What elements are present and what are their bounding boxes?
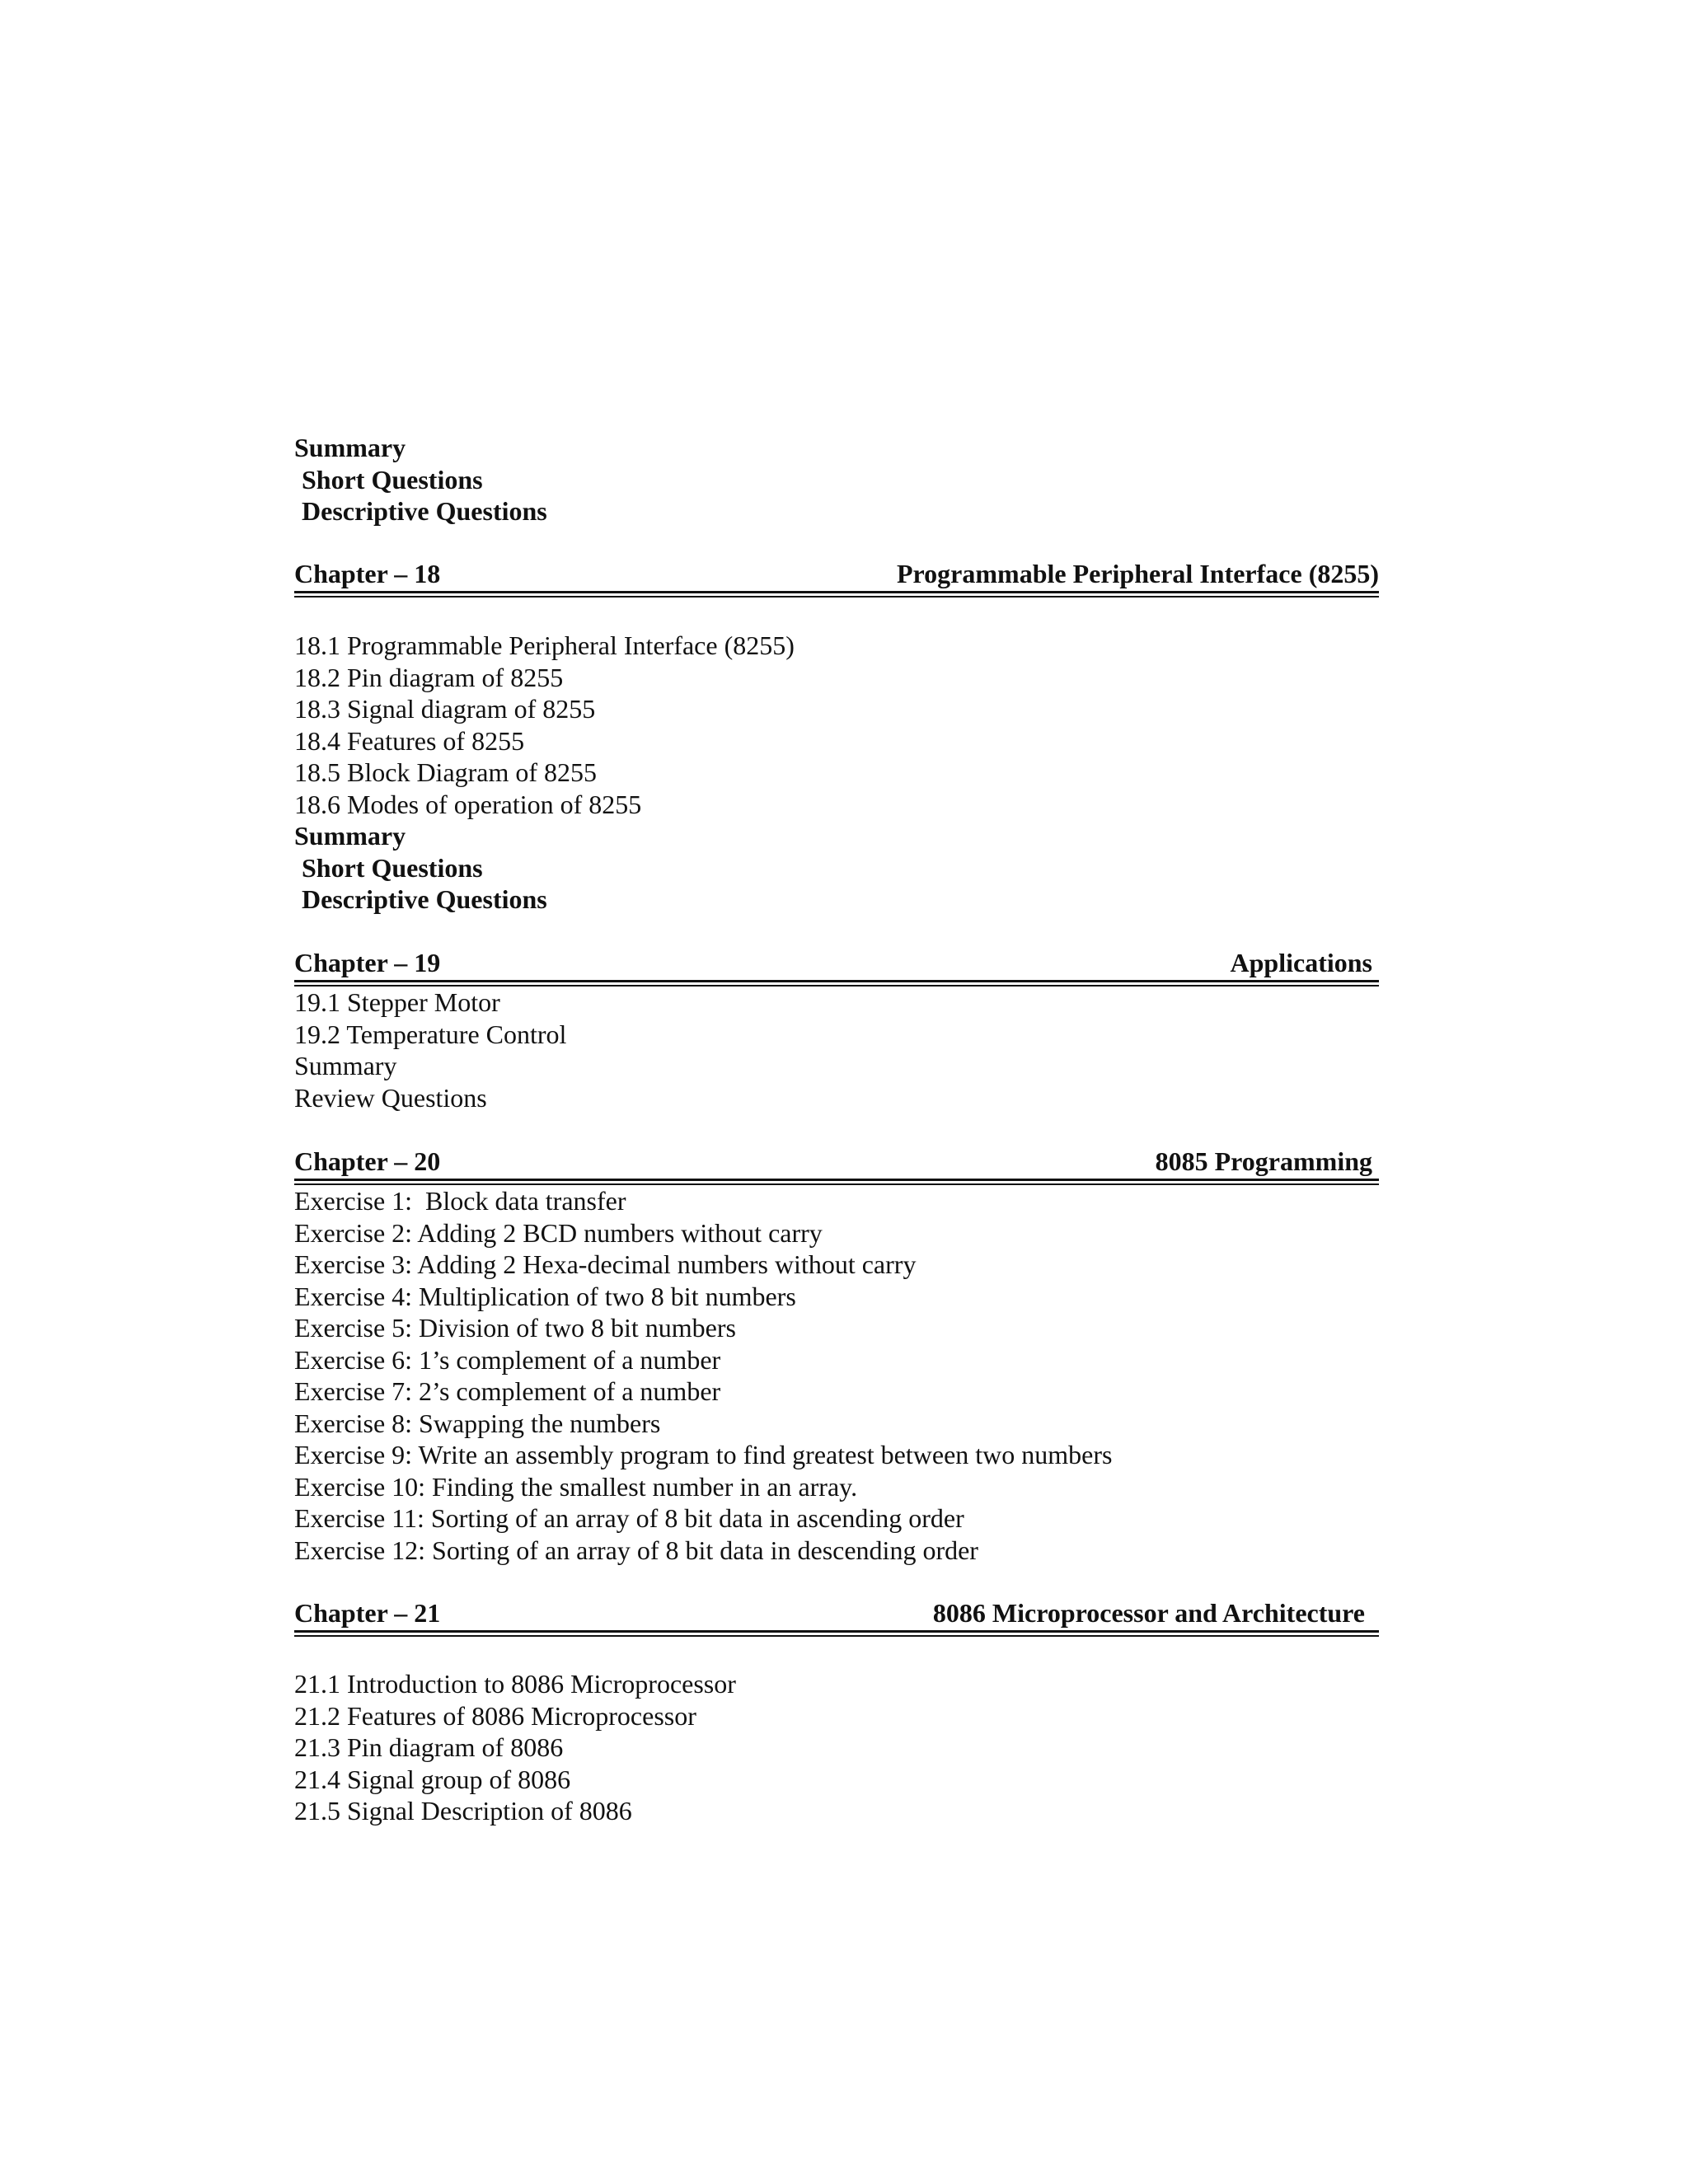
list-item: Summary [294, 1051, 397, 1080]
list-item: 21.4 Signal group of 8086 [294, 1764, 571, 1794]
divider [294, 591, 1379, 598]
chapter-title: Applications [1230, 948, 1372, 977]
chapter-19-heading [294, 946, 1379, 979]
chapter-title: 8086 Microprocessor and Architecture [932, 1598, 1365, 1628]
chapter-19-items [294, 987, 1379, 1113]
list-item: Exercise 7: 2’s complement of a number [294, 1376, 721, 1406]
list-item: Exercise 4: Multiplication of two 8 bit numbers [294, 1281, 796, 1311]
chapter-18-heading [294, 557, 1379, 590]
short-questions-heading: Short Questions [302, 852, 483, 883]
summary-heading: Summary [294, 433, 406, 462]
list-item: Review Questions [294, 1082, 487, 1113]
list-item: Exercise 8: Swapping the numbers [294, 1408, 661, 1438]
list-item: Exercise 6: 1’s complement of a number [294, 1344, 721, 1375]
list-item: Exercise 5: Division of two 8 bit numbers [294, 1313, 736, 1343]
list-item: 18.2 Pin diagram of 8255 [294, 662, 564, 692]
chapter-number: Chapter – 19 [294, 948, 441, 977]
chapter-number: Chapter – 18 [294, 559, 441, 588]
list-item: Exercise 2: Adding 2 BCD numbers without carry [294, 1217, 823, 1248]
list-item: Exercise 9: Write an assembly program to find greatest between two numbers [294, 1440, 1113, 1469]
list-item: 18.1 Programmable Peripheral Interface (8255) [294, 630, 795, 660]
chapter-number: Chapter – 20 [294, 1146, 441, 1176]
descriptive-questions-heading: Descriptive Questions [302, 496, 547, 526]
list-item: 21.3 Pin diagram of 8086 [294, 1732, 564, 1762]
list-item: Exercise 3: Adding 2 Hexa-decimal numbers without carry [294, 1249, 917, 1279]
list-item: 19.1 Stepper Motor [294, 987, 500, 1017]
chapter-20-items [294, 1185, 1379, 1566]
divider [294, 980, 1379, 987]
list-item: 18.3 Signal diagram of 8255 [294, 694, 596, 724]
list-item: 21.2 Features of 8086 Microprocessor [294, 1700, 696, 1731]
list-item: Exercise 11: Sorting of an array of 8 bit data in ascending order [294, 1503, 964, 1533]
chapter-number: Chapter – 21 [294, 1598, 441, 1628]
list-item: 19.2 Temperature Control [294, 1019, 567, 1049]
descriptive-questions-heading: Descriptive Questions [302, 884, 547, 914]
chapter-title: 8085 Programming [1155, 1146, 1372, 1176]
prev-chapter-tail [294, 432, 1379, 527]
chapter-20-heading [294, 1145, 1379, 1178]
list-item: 21.5 Signal Description of 8086 [294, 1796, 632, 1825]
chapter-title: Programmable Peripheral Interface (8255) [897, 559, 1379, 588]
chapter-18-items [294, 630, 1379, 916]
list-item: 21.1 Introduction to 8086 Microprocessor [294, 1669, 736, 1699]
list-item: Exercise 1: Block data transfer [294, 1186, 626, 1216]
list-item: 18.5 Block Diagram of 8255 [294, 757, 598, 787]
divider [294, 1179, 1379, 1185]
divider [294, 1630, 1379, 1637]
list-item: Exercise 10: Finding the smallest number in an array. [294, 1471, 858, 1502]
chapter-21-heading [294, 1596, 1379, 1629]
summary-heading: Summary [294, 821, 406, 851]
short-questions-heading: Short Questions [302, 464, 483, 494]
chapter-21-items [294, 1668, 1379, 1827]
list-item: 18.6 Modes of operation of 8255 [294, 789, 642, 819]
list-item: Exercise 12: Sorting of an array of 8 bit data in descending order [294, 1535, 978, 1565]
list-item: 18.4 Features of 8255 [294, 725, 525, 756]
